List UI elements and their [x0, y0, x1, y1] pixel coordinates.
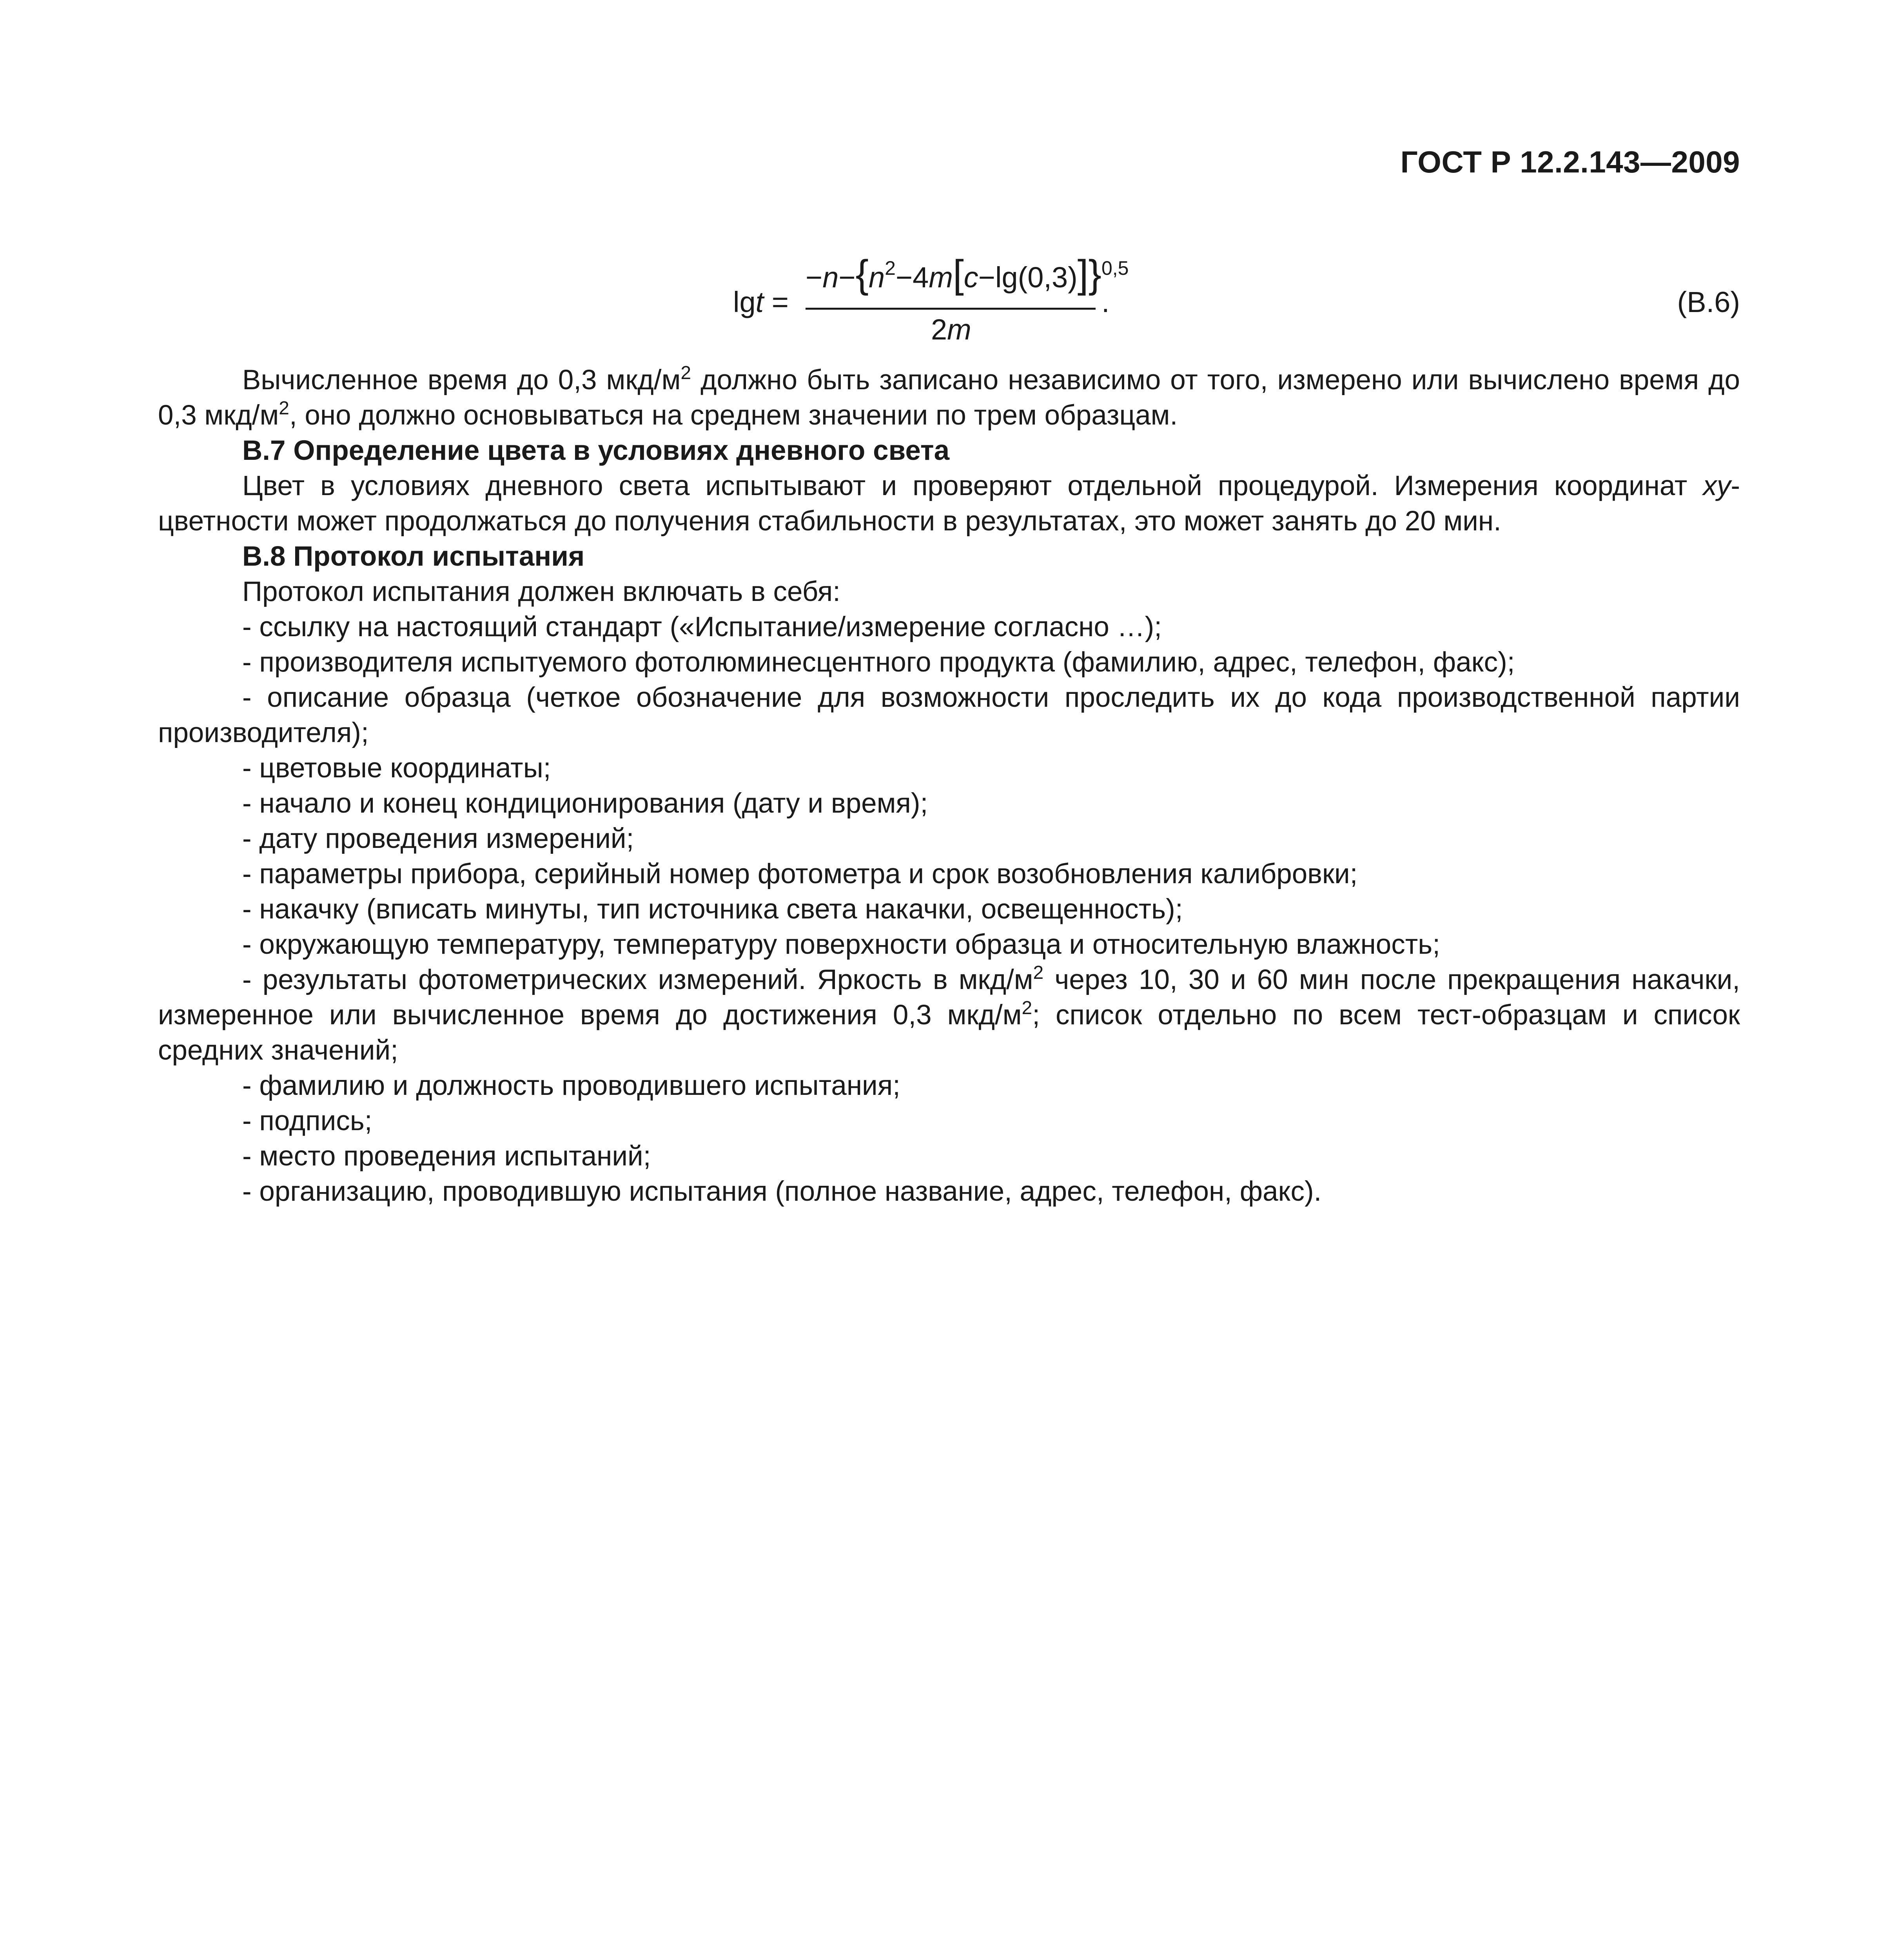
list-item: - подпись; [242, 1105, 372, 1136]
formula-b6 [721, 235, 1192, 353]
equation-number: (В.6) [1677, 286, 1740, 318]
list-item: - цветовые координаты; [242, 753, 551, 784]
list-item-results: - результаты фотометрических измерений. Яркость в мкд/$м^2$ через 10, 30 и 60 мин после прекращения накачки, измеренное или вычисленное время до достижения 0,3 мкд/$м^2$; список отдельно по всем тест-образцам и список средних значений; [158, 962, 1740, 1066]
list-item: - ссылку на настоящий стандарт («Испытание/измерение согласно …); [242, 612, 1162, 642]
list-item: - накачку (вписать минуты, тип источника света накачки, освещенность); [242, 894, 1183, 925]
list-item: - окружающую температуру, температуру поверхности образца и относительную влажность; [242, 929, 1441, 960]
list-item: - описание образца (четкое обозначение для возможности проследить их до кода производственной партии производителя); [158, 682, 1740, 748]
section-heading-b8: В.8 Протокол испытания [242, 541, 585, 572]
list-item: - организацию, проводившую испытания (полное название, адрес, телефон, факс). [242, 1176, 1322, 1207]
list-item: - производителя испытуемого фотолюминесцентного продукта (фамилию, адрес, телефон, факс); [242, 647, 1515, 678]
document-body [158, 363, 1740, 1209]
formula-numerator: $-n-\{n^2-4m[c-\lg(0,3)]\}^{0,5}$ [806, 252, 1129, 296]
paragraph-calculated-time: Вычисленное время до 0,3 мкд/$м^2$ должно быть записано независимо от того, измерено или вычислено время до 0,3 мкд/$м^2$, оно должно основываться на среднем значении по трем образцам. [158, 363, 1740, 431]
formula-dot: . [1101, 286, 1110, 318]
fraction-line [806, 308, 1096, 310]
list-item: - начало и конец кондиционирования (дату и время); [242, 788, 928, 819]
formula-denominator: 2m [931, 313, 971, 346]
list-item: - параметры прибора, серийный номер фотометра и срок возобновления калибровки; [242, 858, 1358, 889]
paragraph-b7: Цвет в условиях дневного света испытывают и проверяют отдельной процедурой. Измерения координат xy-цветности может продолжаться до получения стабильности в результатах, это может занять до 20 мин. [158, 470, 1740, 537]
paragraph-b8-intro: Протокол испытания должен включать в себя: [242, 576, 840, 607]
document-header: ГОСТ Р 12.2.143—2009 [1400, 145, 1740, 179]
list-item: - дату проведения измерений; [242, 823, 634, 854]
formula-lhs: lgt = [733, 286, 789, 318]
section-heading-b7: В.7 Определение цвета в условиях дневного света [242, 435, 950, 466]
list-item: - место проведения испытаний; [242, 1141, 651, 1172]
list-item: - фамилию и должность проводившего испытания; [242, 1070, 900, 1101]
